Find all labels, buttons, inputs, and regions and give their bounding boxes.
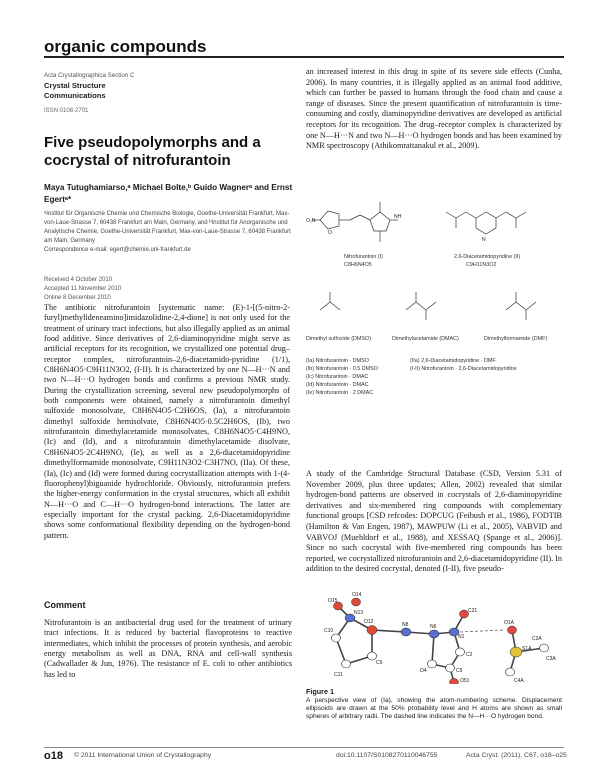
right-column-intro: an increased interest in this drug in spite of its severe side effects (Cunha, 2006). In many countries, it is illegally applied as an animal food additive, which can further be passed to humans through the food chain and cause a range of diseases. Since the present quantification of nitrofurantoin is time-consuming and costly, diaminopyridine derivatives are developed as artificial receptors for its recognition. The drug–receptor complex is characterized by one N—H···N and two N—H···O hydrogen bonds and has been examined by NMR spectroscopy (Athikomrattanakul et al., 2009).	[306, 67, 562, 151]
atom-label-o14: O14	[352, 592, 362, 598]
nitrofurantoin-formula: C8H6N4O5	[344, 262, 372, 268]
list-left-ia: (Ia) Nitrofurantoin · DMSO	[306, 358, 369, 364]
authors: Maya Tutughamiarso,ᵃ Michael Bolte,ᵇ Guido Wagnerᵃ and Ernst Egertᵃ*	[44, 183, 293, 204]
nitrofurantoin-structure	[312, 202, 398, 242]
journal-section-name: Acta Crystallographica Section C	[44, 72, 135, 79]
header-rule	[44, 56, 564, 58]
correspondence-email[interactable]: Correspondence e-mail: egert@chemie.uni-frankfurt.de	[44, 247, 191, 253]
comment-heading: Comment	[44, 600, 86, 610]
dap-formula: C9H11N3O2	[466, 262, 497, 268]
right-column-csd-text: A study of the Cambridge Structural Database (CSD, Version 5.31 of November 2009, plus three updates; Allen, 2002) revealed that similar hydrogen-bond patterns are observed in cocrystals of 2,6-diaminopyridine derivatives and six-membered ring compounds with complementary functional groups [CSD refcodes: DOPCUG (Feibush et al., 1986), FODTIB (Hamilton & Van Engen, 1987), MAWPUW (Li et al., 2005), VABVID and VABVOJ (Muehldorf et al., 1988), and XESSAQ (Spange et al., 2006)]. Since no such cocrystal with five-membered ring compounds has been reported, we cocrystallized nitrofurantoin and 2,6-diacetamidopyridine (II). In addition to the desired cocrystal, denoted (I-II), five pseudo-	[306, 469, 562, 574]
journal-name-line1: Crystal Structure	[44, 81, 106, 90]
chemical-scheme	[306, 190, 562, 460]
journal-name-line2: Communications	[44, 91, 106, 100]
atom-label-c2: C2	[466, 652, 473, 658]
issn: ISSN 0108-2701	[44, 108, 89, 114]
nitrofurantoin-label: Nitrofurantoin (I)	[344, 254, 383, 260]
atom-label-n8: N8	[402, 622, 409, 628]
atom-label-s1a: S1A	[522, 646, 532, 652]
solvent-label-dmso: Dimethyl sulfoxide (DMSO)	[306, 336, 372, 342]
diacetamidopyridine-structure	[446, 212, 526, 234]
nitro-label: O₂N	[306, 218, 316, 224]
solvent-label-dmf: Dimethylformamide (DMF)	[484, 336, 548, 342]
list-right-iia: (IIa) 2,6-Diacetamidopyridine · DMF	[410, 358, 496, 364]
solvent-structures	[320, 292, 536, 320]
list-left-ic: (Ic) Nitrofurantoin · DMAC	[306, 374, 369, 380]
atom-label-n6: N6	[430, 624, 437, 630]
list-left-id: (Id) Nitrofurantoin · DMAC	[306, 382, 369, 388]
paper-title: Five pseudopolymorphs and a cocrystal of nitrofurantoin	[44, 134, 261, 169]
furan-o-label: O	[328, 230, 332, 236]
atom-label-c21: C21	[468, 608, 478, 614]
sulfur-atom	[510, 647, 522, 657]
atom-label-c2a: C2A	[532, 636, 542, 642]
solvent-label-dmac: Dimethylacetamide (DMAC)	[392, 336, 459, 342]
affiliation	[44, 210, 294, 255]
figure-1-title: Figure 1	[306, 687, 334, 696]
atom-label-c4a: C4A	[514, 678, 524, 684]
atom-label-n13: N13	[354, 610, 364, 616]
page-number: o18	[44, 750, 63, 762]
list-right-i-ii: (I-II) Nitrofurantoin · 2,6-Diacetamidopyridine	[410, 366, 517, 372]
comment-body: Nitrofurantoin is an antibacterial drug used for the treatment of urinary tract infections. It is reduced by bacterial flavoproteins to reactive intermediates, which inhibit the processes of protein synthesis, and aerobic energy metabolism as well as DNA, RNA and cell-wall synthesis (Cadwallader & Jun, 1976). The resistance of E. coli to other antibiotics has led to	[44, 618, 292, 679]
footer-doi[interactable]: doi:10.1107/S0108270110046755	[336, 752, 438, 759]
atom-label-c10: C10	[324, 628, 334, 634]
atom-label-o15: O15	[328, 598, 338, 604]
figure-1-ortep	[306, 568, 562, 684]
atom-label-c11: C11	[334, 672, 343, 678]
nh-label: NH	[394, 214, 402, 220]
article-dates	[44, 276, 121, 303]
pyridine-n-label: N	[482, 237, 486, 243]
atom-label-o1a: O1A	[504, 620, 515, 626]
abstract: The antibiotic nitrofurantoin [systematic name: (E)-1-[(5-nitro-2-furyl)methylideneamino]imidazolidine-2,4-dione] is not only used for the treatment of urinary tract infections, but also illegally applied as an animal food additive. Since derivatives of 2,6-diaminopyridine might serve as artificial receptors for its recognition, we crystallized one potential drug–receptor complex, nitrofurantoin–2,6-diacetamido-pyridine (1/1), C8H6N4O5·C9H11N3O2, (I-II). It is characterized by one N—H···N and two N—H···O hydrogen bonds and confirms a previous NMR study. During the crystallization screening, several new pseudopolymorphs of both components were obtained, namely a nitrofurantoin dimethyl sulfoxide monosolvate, C8H6N4O5·C2H6OS, (Ia), a nitrofurantoin dimethyl sulfoxide hemisolvate, C8H6N4O5·0.5C2H6OS, (Ib), two nitrofurantoin dimethylacetamide monosolvates, C8H6N4O5·C4H9NO, (Ic) and (Id), and a nitrofurantoin dimethylacetamide disolvate, C8H6N4O5·2C4H9NO, (Ie), as well as a 2,6-diacetamidopyridine dimethylformamide monosolvate, C9H11N3O2·C3H7NO, (IIa). Of these, (Ia), (Ic) and (Id) were formed during cocrystallization attempts with 1-(4-fluorophenyl)biguanide hydrochloride. Obviously, nitrofurantoin prefers the higher-energy conformation in the crystal structures, which all exhibit N—H···O and C—H···O hydrogen-bond interactions. The latter are especially important for the crystal packing. 2,6-Diacetamidopyridine shows some conformational flexibility depending on the hydrogen-bond pattern.	[44, 303, 290, 540]
section-title: organic compounds	[44, 37, 207, 56]
atom-label-c9: C9	[376, 660, 383, 666]
atom-label-c5: C5	[456, 668, 463, 674]
online-date: Online 8 December 2010	[44, 295, 111, 301]
footer-citation: Acta Cryst. (2011). C67, o18–o25	[466, 752, 567, 759]
figure-1-caption: A perspective view of (Ia), showing the atom-numbering scheme. Displacement ellipsoids are drawn at the 50% probability level and H atoms are shown as small spheres of arbitrary radii. The dashed line indicates the N—H···O hydrogen bond.	[306, 697, 562, 721]
atom-label-n1: N1	[458, 634, 465, 640]
atom-label-o4: O4	[420, 668, 427, 674]
list-left-ie: (Ie) Nitrofurantoin · 2 DMAC	[306, 390, 374, 396]
received-date: Received 4 October 2010	[44, 277, 113, 283]
atom-label-c3a: C3A	[546, 656, 556, 662]
atom-label-o12: O12	[364, 619, 374, 625]
hydrogen-bond	[460, 630, 504, 632]
affiliation-text: ᵃInstitut für Organische Chemie und Chemische Biologie, Goethe-Universität Frankfurt, Max-von-Laue-Strasse 7, 60438 Frankfurt am Main, Germany, and ᵇInstitut für Anorganische und Analytische Chemie, Goethe-Universität Frankfurt, Max-von-Laue-Strasse 7, 60438 Frankfurt am Main, Germany	[44, 211, 291, 244]
atom-label-o51: O51	[460, 678, 470, 684]
footer-copyright: © 2011 International Union of Crystallography	[74, 752, 212, 759]
dap-label: 2,6-Diacetamidopyridine (II)	[454, 254, 521, 260]
footer-rule	[44, 747, 564, 748]
accepted-date: Accepted 11 November 2010	[44, 286, 122, 292]
list-left-ib: (Ib) Nitrofurantoin · 0.5 DMSO	[306, 366, 378, 372]
